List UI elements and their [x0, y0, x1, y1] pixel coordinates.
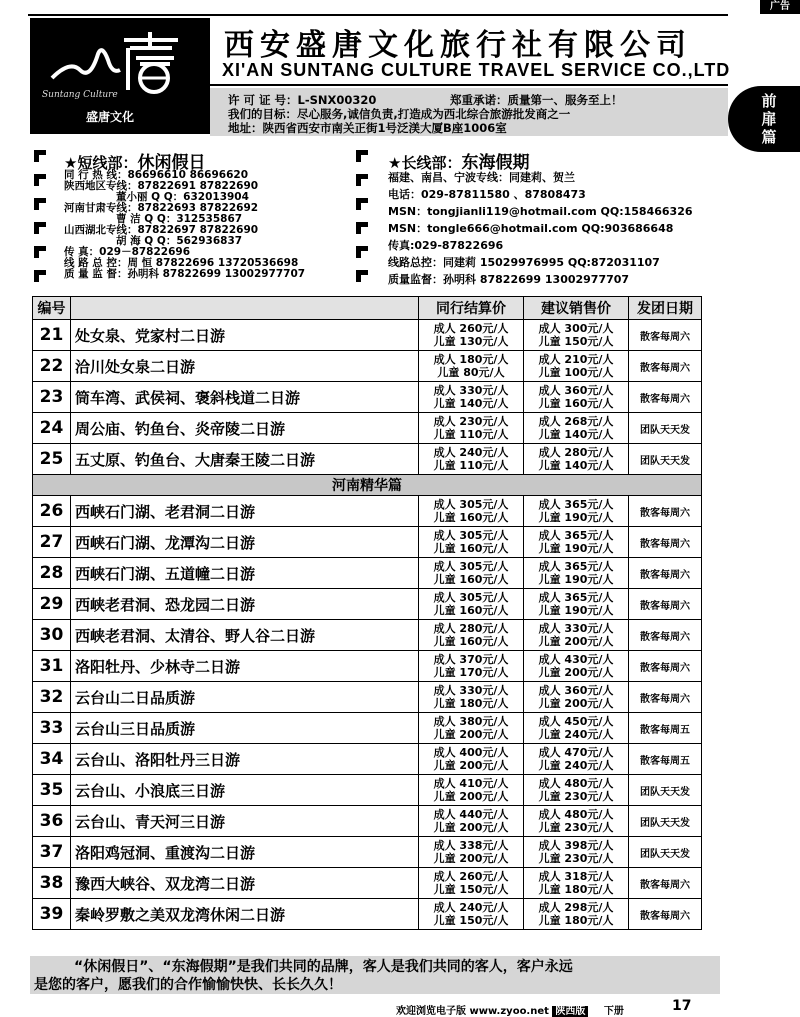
retail-price-cell [524, 558, 629, 589]
trade-price-cell [419, 527, 524, 558]
trade-price-child: 儿童 160元/人 [433, 511, 509, 524]
bullet-icon [356, 198, 368, 210]
retail-price-cell [524, 589, 629, 620]
page-number: 17 [672, 998, 692, 1014]
column-header-route [71, 297, 419, 320]
route-number: 26 [33, 496, 71, 527]
trade-price-adult: 成人 330元/人 [433, 684, 509, 697]
departure-schedule: 团队天天发 [629, 413, 702, 444]
contact-line: MSN：tongle666@hotmail.com QQ:903686648 [388, 222, 674, 235]
trade-price-child: 儿童 200元/人 [433, 852, 509, 865]
contact-line: 质 量 监 督：孙明科 87822699 13002977707 [64, 268, 306, 280]
trade-price-child: 儿童 160元/人 [433, 635, 509, 648]
trade-price-child: 儿童 130元/人 [433, 335, 509, 348]
retail-price-child: 儿童 140元/人 [538, 428, 614, 441]
service-promise: 郑重承诺：质量第一、服务至上！ [450, 93, 623, 107]
trade-price-adult: 成人 260元/人 [433, 322, 509, 335]
retail-price-cell [524, 868, 629, 899]
route-number: 38 [33, 868, 71, 899]
bullet-icon [356, 174, 368, 186]
route-number: 32 [33, 682, 71, 713]
trade-price-cell [419, 620, 524, 651]
bottom-bar [396, 1002, 624, 1017]
bullet-icon [356, 246, 368, 258]
retail-price-child: 儿童 200元/人 [538, 697, 614, 710]
ad-label: 广告 [760, 0, 800, 14]
route-number: 31 [33, 651, 71, 682]
retail-price-child: 儿童 230元/人 [538, 790, 614, 803]
route-name: 云台山、洛阳牡丹三日游 [71, 744, 419, 775]
retail-price-cell [524, 413, 629, 444]
contact-line: 电话：029-87811580 、87808473 [388, 188, 586, 201]
trade-price-adult: 成人 260元/人 [433, 870, 509, 883]
departure-schedule: 散客每周六 [629, 496, 702, 527]
bullet-icon [34, 270, 46, 282]
table-row [33, 620, 702, 651]
contact-line: 河南甘肃专线：87822693 87822692 [64, 202, 259, 214]
trade-price-cell [419, 868, 524, 899]
trade-price-adult: 成人 305元/人 [433, 498, 509, 511]
company-info-box [210, 88, 728, 136]
bullet-icon [34, 198, 46, 210]
tab-char-1: 前 [761, 92, 777, 110]
trade-price-child: 儿童 200元/人 [433, 759, 509, 772]
retail-price-cell [524, 444, 629, 475]
trade-price-cell [419, 806, 524, 837]
departure-schedule: 散客每周六 [629, 868, 702, 899]
retail-price-cell [524, 320, 629, 351]
departure-schedule: 散客每周六 [629, 382, 702, 413]
trade-price-child: 儿童 200元/人 [433, 821, 509, 834]
contact-line: 福建、南昌、宁波专线：同建莉、贺兰 [388, 171, 575, 184]
retail-price-child: 儿童 190元/人 [538, 604, 614, 617]
volume-text: 下册 [603, 1006, 624, 1017]
retail-price-cell [524, 496, 629, 527]
retail-price-cell [524, 382, 629, 413]
departure-schedule: 散客每周六 [629, 589, 702, 620]
retail-price-child: 儿童 200元/人 [538, 666, 614, 679]
table-row [33, 868, 702, 899]
contact-line: 质量监督：孙明科 87822699 13002977707 [388, 273, 630, 286]
route-name: 西峡老君洞、太清谷、野人谷二日游 [71, 620, 419, 651]
retail-price-adult: 成人 360元/人 [538, 684, 614, 697]
trade-price-adult: 成人 380元/人 [433, 715, 509, 728]
short-line-brand: 休闲假日 [137, 153, 206, 173]
trade-price-child: 儿童 180元/人 [433, 697, 509, 710]
trade-price-cell [419, 496, 524, 527]
retail-price-child: 儿童 180元/人 [538, 914, 614, 927]
bullet-icon [34, 246, 46, 258]
departure-schedule: 散客每周六 [629, 651, 702, 682]
contact-line: 曹 洁 Q Q：312535867 [116, 213, 243, 225]
trade-price-cell [419, 413, 524, 444]
retail-price-cell [524, 775, 629, 806]
route-number: 30 [33, 620, 71, 651]
retail-price-child: 儿童 190元/人 [538, 542, 614, 555]
departure-schedule: 散客每周六 [629, 899, 702, 930]
retail-price-child: 儿童 190元/人 [538, 573, 614, 586]
route-number: 22 [33, 351, 71, 382]
contact-line: 传 真：029－87822696 [64, 246, 191, 258]
table-section [33, 475, 702, 496]
table-row [33, 558, 702, 589]
departure-schedule: 散客每周六 [629, 320, 702, 351]
bullet-icon [34, 150, 46, 162]
route-number: 34 [33, 744, 71, 775]
website-text: 欢迎浏览电子版 www.zyoo.net [396, 1006, 549, 1017]
name-rule [210, 84, 728, 86]
departure-schedule: 散客每周六 [629, 527, 702, 558]
trade-price-child: 儿童 160元/人 [433, 542, 509, 555]
license-number: 许 可 证 号：L-SNX00320 [228, 93, 377, 107]
table-row [33, 351, 702, 382]
departure-schedule: 散客每周六 [629, 620, 702, 651]
trade-price-cell [419, 351, 524, 382]
route-name: 洛阳牡丹、少林寺二日游 [71, 651, 419, 682]
contact-line: 线 路 总 控：周 恒 87822696 13720536698 [64, 257, 299, 269]
route-name: 西峡老君洞、恐龙园二日游 [71, 589, 419, 620]
company-logo [30, 18, 210, 134]
contact-line: 线路总控：同建莉 15029976995 QQ:872031107 [388, 256, 660, 269]
edition-badge: 陕西版 [552, 1006, 588, 1017]
trade-price-cell [419, 682, 524, 713]
retail-price-child: 儿童 100元/人 [538, 366, 614, 379]
contact-line: 同 行 热 线：86696610 86696620 [64, 169, 249, 181]
retail-price-cell [524, 713, 629, 744]
route-name: 秦岭罗敷之美双龙湾休闲二日游 [71, 899, 419, 930]
short-line-department [34, 148, 374, 288]
retail-price-adult: 成人 330元/人 [538, 622, 614, 635]
contact-line: 陕西地区专线：87822691 87822690 [64, 180, 259, 192]
section-tab [728, 86, 800, 152]
trade-price-adult: 成人 370元/人 [433, 653, 509, 666]
retail-price-cell [524, 682, 629, 713]
trade-price-cell [419, 899, 524, 930]
table-row [33, 744, 702, 775]
footer-line-1: “休闲假日”、“东海假期”是我们共同的品牌，客人是我们共同的客人，客户永远 [74, 959, 573, 975]
retail-price-adult: 成人 210元/人 [538, 353, 614, 366]
route-name: 云台山二日品质游 [71, 682, 419, 713]
retail-price-adult: 成人 360元/人 [538, 384, 614, 397]
trade-price-adult: 成人 280元/人 [433, 622, 509, 635]
retail-price-adult: 成人 480元/人 [538, 808, 614, 821]
trade-price-cell [419, 382, 524, 413]
table-row [33, 496, 702, 527]
company-goal: 我们的目标：尽心服务,诚信负责,打造成为西北综合旅游批发商之一 [228, 107, 571, 121]
route-number: 29 [33, 589, 71, 620]
retail-price-adult: 成人 280元/人 [538, 446, 614, 459]
long-line-brand: 东海假期 [461, 153, 530, 173]
retail-price-cell [524, 351, 629, 382]
trade-price-adult: 成人 338元/人 [433, 839, 509, 852]
retail-price-child: 儿童 190元/人 [538, 511, 614, 524]
long-line-heading [388, 148, 529, 173]
section-title: 河南精华篇 [33, 475, 702, 496]
departure-schedule: 散客每周六 [629, 682, 702, 713]
contact-line: 胡 海 Q Q：562936837 [116, 235, 243, 247]
logo-english-text: Suntang Culture [42, 90, 118, 100]
retail-price-cell [524, 744, 629, 775]
section-row [33, 475, 702, 496]
company-address: 地址：陕西省西安市南关正街1号泛渼大厦B座1006室 [228, 121, 507, 135]
table-row [33, 444, 702, 475]
bullet-icon [34, 222, 46, 234]
table-row [33, 837, 702, 868]
retail-price-child: 儿童 140元/人 [538, 459, 614, 472]
trade-price-child: 儿童 160元/人 [433, 604, 509, 617]
retail-price-cell [524, 837, 629, 868]
trade-price-cell [419, 713, 524, 744]
trade-price-adult: 成人 180元/人 [433, 353, 509, 366]
tab-char-3: 篇 [761, 128, 777, 146]
table-row [33, 413, 702, 444]
route-number: 27 [33, 527, 71, 558]
retail-price-adult: 成人 318元/人 [538, 870, 614, 883]
route-number: 28 [33, 558, 71, 589]
retail-price-cell [524, 651, 629, 682]
retail-price-adult: 成人 268元/人 [538, 415, 614, 428]
contact-line: 山西湖北专线：87822697 87822690 [64, 224, 259, 236]
table-row [33, 527, 702, 558]
table-row [33, 320, 702, 351]
trade-price-child: 儿童 150元/人 [433, 883, 509, 896]
bullet-icon [34, 174, 46, 186]
bullet-icon [356, 270, 368, 282]
trade-price-child: 儿童 170元/人 [433, 666, 509, 679]
retail-price-child: 儿童 200元/人 [538, 635, 614, 648]
table-row [33, 899, 702, 930]
retail-price-adult: 成人 298元/人 [538, 901, 614, 914]
trade-price-child: 儿童 140元/人 [433, 397, 509, 410]
table-row [33, 806, 702, 837]
retail-price-child: 儿童 150元/人 [538, 335, 614, 348]
route-number: 24 [33, 413, 71, 444]
short-line-prefix: ★短线部： [64, 154, 138, 172]
route-name: 洽川处女泉二日游 [71, 351, 419, 382]
retail-price-adult: 成人 480元/人 [538, 777, 614, 790]
footer-message [30, 956, 720, 994]
route-number: 37 [33, 837, 71, 868]
trade-price-cell [419, 444, 524, 475]
trade-price-child: 儿童 110元/人 [433, 459, 509, 472]
route-number: 36 [33, 806, 71, 837]
trade-price-cell [419, 558, 524, 589]
retail-price-child: 儿童 240元/人 [538, 759, 614, 772]
retail-price-adult: 成人 450元/人 [538, 715, 614, 728]
table-body-a [33, 320, 702, 475]
long-line-prefix: ★长线部： [388, 154, 462, 172]
table-row [33, 382, 702, 413]
table-row [33, 682, 702, 713]
trade-price-child: 儿童 80元/人 [437, 366, 505, 379]
column-header-trade-price: 同行结算价 [419, 297, 524, 320]
contact-line: 董小丽 Q Q：632013904 [116, 191, 249, 203]
trade-price-cell [419, 837, 524, 868]
route-name: 筒车湾、武侯祠、褒斜栈道二日游 [71, 382, 419, 413]
trade-price-child: 儿童 150元/人 [433, 914, 509, 927]
trade-price-adult: 成人 305元/人 [433, 560, 509, 573]
route-number: 35 [33, 775, 71, 806]
contact-line: 传真:029-87822696 [388, 239, 504, 252]
trade-price-cell [419, 775, 524, 806]
route-name: 云台山、青天河三日游 [71, 806, 419, 837]
trade-price-cell [419, 651, 524, 682]
trade-price-cell [419, 589, 524, 620]
trade-price-cell [419, 320, 524, 351]
trade-price-adult: 成人 305元/人 [433, 529, 509, 542]
trade-price-child: 儿童 200元/人 [433, 728, 509, 741]
retail-price-child: 儿童 160元/人 [538, 397, 614, 410]
table-row [33, 775, 702, 806]
route-name: 西峡石门湖、龙潭沟二日游 [71, 527, 419, 558]
trade-price-child: 儿童 200元/人 [433, 790, 509, 803]
departure-schedule: 散客每周五 [629, 744, 702, 775]
top-rule [28, 14, 728, 16]
trade-price-adult: 成人 330元/人 [433, 384, 509, 397]
retail-price-cell [524, 899, 629, 930]
retail-price-cell [524, 620, 629, 651]
column-header-retail-price: 建议销售价 [524, 297, 629, 320]
long-line-department [356, 148, 726, 288]
departure-schedule: 团队天天发 [629, 837, 702, 868]
departure-schedule: 团队天天发 [629, 806, 702, 837]
route-name: 豫西大峡谷、双龙湾二日游 [71, 868, 419, 899]
retail-price-adult: 成人 365元/人 [538, 560, 614, 573]
route-name: 西峡石门湖、老君洞二日游 [71, 496, 419, 527]
retail-price-adult: 成人 398元/人 [538, 839, 614, 852]
table-row [33, 589, 702, 620]
retail-price-adult: 成人 365元/人 [538, 529, 614, 542]
retail-price-child: 儿童 230元/人 [538, 852, 614, 865]
trade-price-adult: 成人 305元/人 [433, 591, 509, 604]
trade-price-adult: 成人 230元/人 [433, 415, 509, 428]
logo-chinese-text: 盛唐文化 [86, 110, 135, 124]
route-name: 洛阳鸡冠洞、重渡沟二日游 [71, 837, 419, 868]
departure-schedule: 散客每周六 [629, 558, 702, 589]
route-name: 云台山三日品质游 [71, 713, 419, 744]
route-number: 39 [33, 899, 71, 930]
bullet-icon [356, 150, 368, 162]
bullet-icon [356, 222, 368, 234]
trade-price-adult: 成人 400元/人 [433, 746, 509, 759]
trade-price-adult: 成人 440元/人 [433, 808, 509, 821]
retail-price-adult: 成人 430元/人 [538, 653, 614, 666]
route-name: 五丈原、钓鱼台、大唐秦王陵二日游 [71, 444, 419, 475]
route-number: 25 [33, 444, 71, 475]
column-header-number: 编号 [33, 297, 71, 320]
trade-price-child: 儿童 160元/人 [433, 573, 509, 586]
departure-schedule: 团队天天发 [629, 444, 702, 475]
route-number: 23 [33, 382, 71, 413]
trade-price-adult: 成人 410元/人 [433, 777, 509, 790]
column-header-departure: 发团日期 [629, 297, 702, 320]
departure-schedule: 散客每周五 [629, 713, 702, 744]
footer-line-2: 是您的客户，愿我们的合作愉愉快快、长长久久！ [34, 977, 342, 993]
retail-price-adult: 成人 365元/人 [538, 498, 614, 511]
route-name: 西峡石门湖、五道幢二日游 [71, 558, 419, 589]
retail-price-child: 儿童 180元/人 [538, 883, 614, 896]
route-number: 21 [33, 320, 71, 351]
trade-price-adult: 成人 240元/人 [433, 446, 509, 459]
retail-price-child: 儿童 230元/人 [538, 821, 614, 834]
departure-schedule: 团队天天发 [629, 775, 702, 806]
tab-char-2: 扉 [761, 110, 777, 128]
table-body-b [33, 496, 702, 930]
route-name: 云台山、小浪底三日游 [71, 775, 419, 806]
contact-line: MSN：tongjianli119@hotmail.com QQ:158466326 [388, 205, 693, 218]
retail-price-child: 儿童 240元/人 [538, 728, 614, 741]
retail-price-cell [524, 527, 629, 558]
retail-price-adult: 成人 365元/人 [538, 591, 614, 604]
retail-price-adult: 成人 300元/人 [538, 322, 614, 335]
company-name-cn: 西安盛唐文化旅行社有限公司 [224, 28, 692, 63]
trade-price-adult: 成人 240元/人 [433, 901, 509, 914]
trade-price-child: 儿童 110元/人 [433, 428, 509, 441]
company-name-en: XI'AN SUNTANG CULTURE TRAVEL SERVICE CO.,LTD [222, 60, 731, 80]
route-name: 周公庙、钓鱼台、炎帝陵二日游 [71, 413, 419, 444]
retail-price-adult: 成人 470元/人 [538, 746, 614, 759]
trade-price-cell [419, 744, 524, 775]
departure-schedule: 散客每周六 [629, 351, 702, 382]
table-row [33, 713, 702, 744]
retail-price-cell [524, 806, 629, 837]
tour-price-table [32, 296, 702, 930]
route-name: 处女泉、党家村二日游 [71, 320, 419, 351]
table-row [33, 651, 702, 682]
route-number: 33 [33, 713, 71, 744]
